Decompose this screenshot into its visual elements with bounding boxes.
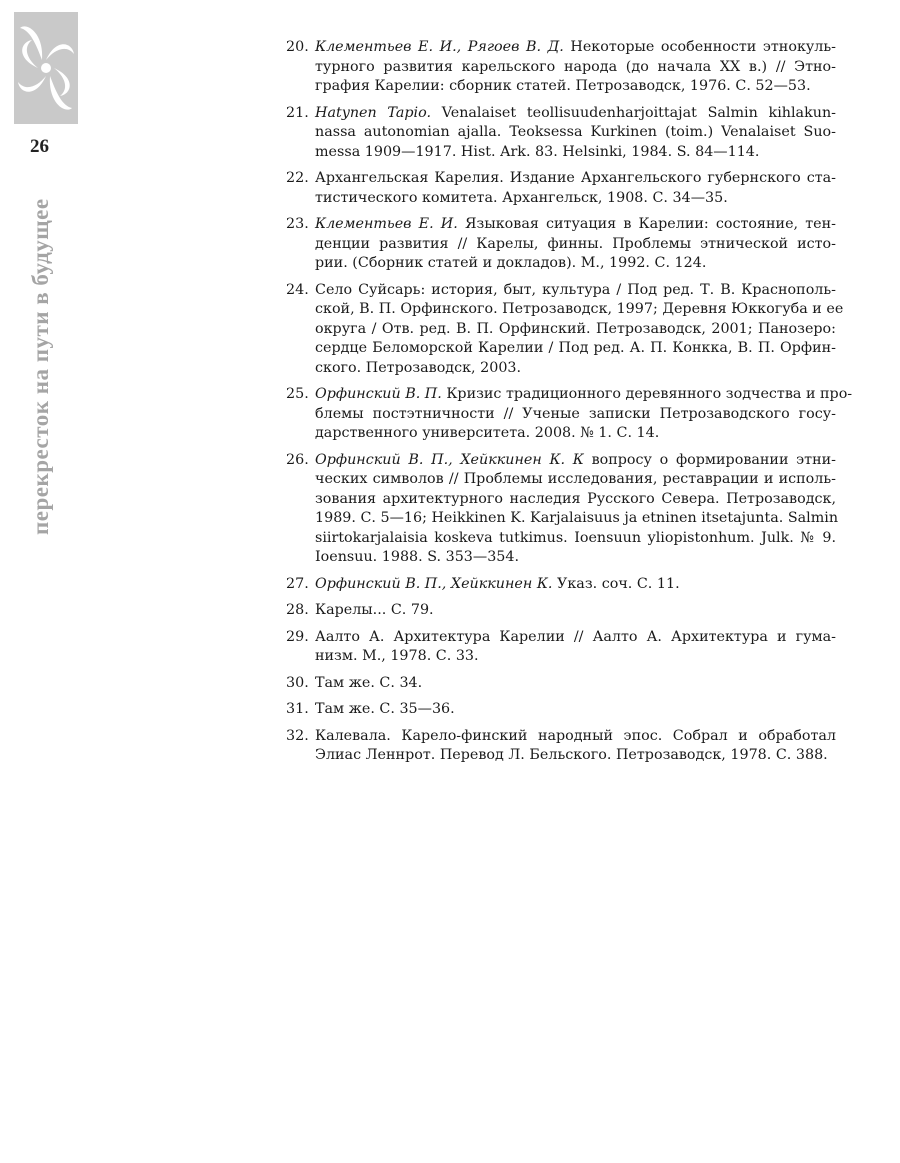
endnote-line bbox=[315, 628, 836, 648]
endnote-line bbox=[315, 58, 836, 78]
endnote bbox=[286, 727, 836, 766]
endnote bbox=[286, 451, 839, 568]
endnote-line bbox=[315, 529, 836, 549]
endnote-text: турного развития карельского народа (до начала XX в.) // Этно- bbox=[315, 58, 836, 75]
endnote bbox=[286, 38, 836, 97]
endnote-text: Архангельская Карелия. Издание Архангельского губернского ста- bbox=[315, 170, 836, 186]
endnote bbox=[286, 601, 836, 621]
endnote-text: графия Карелии: сборник статей. Петрозаводск, 1976. С. 52—53. bbox=[315, 78, 811, 94]
endnote-line bbox=[315, 674, 836, 694]
ornament-logo bbox=[14, 12, 78, 124]
endnote-text: siirtokarjalaisia koskeva tutkimus. Ioensuun yliopistonhum. Julk. № 9. bbox=[315, 529, 836, 546]
endnote-line bbox=[315, 746, 836, 766]
endnote-line bbox=[315, 77, 836, 97]
endnote-line bbox=[315, 451, 836, 471]
endnote-line bbox=[315, 104, 836, 124]
endnote-number: 30. bbox=[286, 674, 309, 691]
endnote-text: вопросу о формировании этни- bbox=[583, 451, 836, 468]
endnote-number: 24. bbox=[286, 281, 309, 298]
endnote-text: блемы постэтничности // Ученые записки Петрозаводского госу- bbox=[315, 405, 836, 422]
endnote-line bbox=[315, 169, 836, 189]
endnote-number: 20. bbox=[286, 39, 309, 55]
endnote-text: Село Суйсарь: история, быт, культура / Под ред. Т. В. Краснополь- bbox=[315, 281, 836, 298]
endnote-text: Кризис традиционного деревянного зодчества и про- bbox=[441, 386, 853, 402]
endnote-text: Указ. соч. С. 11. bbox=[552, 575, 680, 592]
endnote bbox=[286, 700, 836, 720]
endnote-author: Орфинский В. П., Хейккинен К. bbox=[315, 575, 553, 592]
endnote-text: ской, В. П. Орфинского. Петрозаводск, 1997; Деревня Юккогуба и ее bbox=[315, 301, 844, 317]
endnote-text: Карелы... С. 79. bbox=[315, 602, 434, 618]
endnote-line bbox=[315, 235, 836, 255]
endnote-author: Hatynen Tapio. bbox=[315, 104, 431, 121]
endnote bbox=[286, 575, 836, 595]
endnote-author: Клементьев Е. И., Рягоев В. Д. bbox=[315, 39, 564, 55]
endnote-text: низм. М., 1978. С. 33. bbox=[315, 648, 479, 664]
endnote-line bbox=[315, 601, 836, 621]
endnote-number: 26. bbox=[286, 451, 309, 468]
endnote-line bbox=[315, 339, 836, 359]
endnote-text: 1989. С. 5—16; Heikkinen K. Karjalaisuus ja etninen itsetajunta. Salmin bbox=[315, 510, 839, 526]
endnote-line bbox=[315, 300, 844, 320]
endnote-author: Клементьев Е. И. bbox=[315, 216, 458, 232]
endnote bbox=[286, 385, 853, 444]
endnote-number: 29. bbox=[286, 628, 309, 645]
endnote-line bbox=[315, 727, 836, 747]
endnote-number: 22. bbox=[286, 170, 309, 186]
endnote-text: Элиас Леннрот. Перевод Л. Бельского. Петрозаводск, 1978. С. 388. bbox=[315, 747, 828, 763]
endnote bbox=[286, 169, 836, 208]
endnote-line bbox=[315, 575, 836, 595]
swirl-ornament-icon bbox=[14, 12, 78, 124]
endnote-author: Орфинский В. П. bbox=[315, 386, 442, 402]
endnote-text: Аалто А. Архитектура Карелии // Аалто А. Архитектура и гума- bbox=[315, 628, 836, 645]
endnote bbox=[286, 628, 836, 667]
endnote bbox=[286, 104, 836, 163]
endnote-text: зования архитектурного наследия Русского Севера. Петрозаводск, bbox=[315, 490, 836, 507]
endnote bbox=[286, 674, 836, 694]
endnote-text: Там же. С. 34. bbox=[315, 674, 423, 691]
endnote-line bbox=[315, 405, 836, 425]
endnote-line bbox=[315, 700, 836, 720]
endnote-text: Ioensuu. 1988. S. 353—354. bbox=[315, 549, 520, 565]
endnote-text: nassa autonomian ajalla. Teoksessa Kurkinen (toim.) Venalaiset Suo- bbox=[315, 124, 836, 140]
endnote-line bbox=[315, 123, 836, 143]
endnote-number: 23. bbox=[286, 216, 309, 232]
endnote-text: Некоторые особенности этнокуль- bbox=[563, 39, 836, 55]
endnote-text: рии. (Сборник статей и докладов). М., 1992. С. 124. bbox=[315, 255, 707, 271]
running-title: перекресток на пути в будущее bbox=[28, 198, 53, 535]
endnote-text: сердце Беломорской Карелии / Под ред. А. П. Конкка, В. П. Орфин- bbox=[315, 340, 836, 356]
endnote-line bbox=[315, 215, 836, 235]
endnote-line bbox=[315, 254, 836, 274]
endnote-author: Орфинский В. П., Хейккинен К. К bbox=[315, 451, 584, 468]
endnote-line bbox=[315, 490, 836, 510]
endnote-text: Языковая ситуация в Карелии: состояние, тен- bbox=[457, 216, 836, 232]
endnote-text: ского. Петрозаводск, 2003. bbox=[315, 359, 522, 376]
endnote-number: 31. bbox=[286, 701, 309, 717]
endnote-text: тистического комитета. Архангельск, 1908. С. 34—35. bbox=[315, 189, 728, 206]
endnote-text: ческих символов // Проблемы исследования, реставрации и исполь- bbox=[315, 471, 836, 487]
endnote-number: 28. bbox=[286, 602, 309, 618]
endnote-line bbox=[315, 424, 836, 444]
endnote-line bbox=[315, 385, 853, 405]
endnote-line bbox=[315, 470, 836, 490]
endnote-text: messa 1909—1917. Hist. Ark. 83. Helsinki, 1984. S. 84—114. bbox=[315, 143, 760, 160]
endnote-number: 27. bbox=[286, 575, 309, 592]
endnote-line bbox=[315, 143, 836, 163]
endnote-text: Там же. С. 35—36. bbox=[315, 701, 455, 717]
endnote bbox=[286, 281, 844, 379]
endnote-text: округа / Отв. ред. В. П. Орфинский. Петрозаводск, 2001; Панозеро: bbox=[315, 320, 836, 337]
endnote-line bbox=[315, 38, 836, 58]
endnote-line bbox=[315, 189, 836, 209]
endnotes-list bbox=[286, 38, 853, 773]
endnote-line bbox=[315, 359, 836, 379]
endnote bbox=[286, 215, 836, 274]
endnote-line bbox=[315, 281, 836, 301]
endnote-text: денции развития // Карелы, финны. Проблемы этнической исто- bbox=[315, 235, 836, 252]
endnote-line bbox=[315, 548, 836, 568]
endnote-line bbox=[315, 647, 836, 667]
endnote-text: Venalaiset teollisuudenharjoittajat Salmin kihlakun- bbox=[431, 104, 836, 121]
endnote-line bbox=[315, 509, 839, 529]
endnote-number: 32. bbox=[286, 727, 309, 744]
page-number: 26 bbox=[30, 136, 49, 157]
endnote-line bbox=[315, 320, 836, 340]
endnote-text: Калевала. Карело-финский народный эпос. Собрал и обработал bbox=[315, 727, 836, 744]
endnote-number: 25. bbox=[286, 386, 309, 402]
endnote-number: 21. bbox=[286, 104, 309, 121]
endnote-text: дарственного университета. 2008. № 1. С. 14. bbox=[315, 425, 660, 441]
